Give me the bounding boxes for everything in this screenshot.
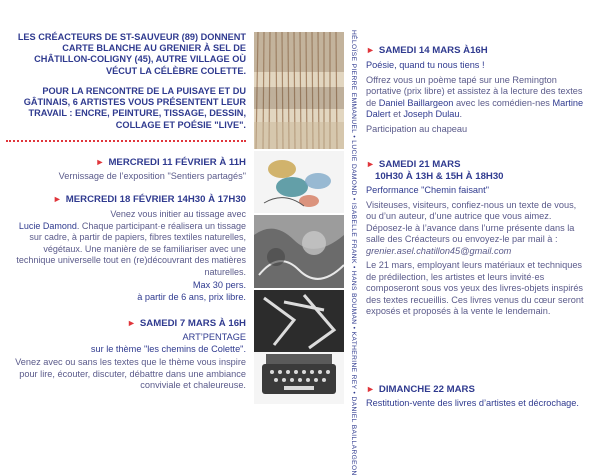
event-21-mars xyxy=(366,158,588,318)
event-22-mars xyxy=(366,383,588,410)
weaving-artwork-image xyxy=(254,32,344,149)
event-heading: ► MERCREDI 18 FÉVRIER 14H30 À 17H30 xyxy=(52,194,246,205)
ink-drawing-image xyxy=(254,215,344,288)
triangle-right-icon: ► xyxy=(366,384,375,394)
event-text: Visiteuses, visiteurs, confiez-nous un texte de vous, ou d’un auteur, d’une autrice que vous aimez. Déposez-le à l’avance dans l’urne présente dans la salle des Créacteurs ou envoyez-le par mail à : xyxy=(366,199,577,244)
event-heading: ► MERCREDI 11 FÉVRIER À 11H xyxy=(95,157,246,168)
dotted-divider xyxy=(6,140,246,142)
intro-paragraph-1: LES CRÉACTEURS DE ST-SAUVEUR (89) DONNENT CARTE BLANCHE AU GRENIER À SEL DE CHÂTILLON-COLIGNY (45), AUTRE VILLAGE OÙ VÉCUT LA CÉLÈBRE COLETTE. xyxy=(17,32,246,76)
event-11-fevrier xyxy=(20,156,246,183)
event-hours: 10H30 À 13H & 15H À 18H30 xyxy=(375,171,504,182)
event-text-2: Le 21 mars, employant leurs matériaux et techniques de prédilection, les artistes et leurs invité·es composeront sous vos yeux des livres-objets inspirés des textes recueillis. Ces livres venus du cœur seront exposés et proposés à la vente le lendemain. xyxy=(366,260,584,316)
triangle-right-icon: ► xyxy=(366,159,375,169)
event-subtitle: Poésie, quand tu nous tiens ! xyxy=(366,60,485,70)
event-7-mars xyxy=(6,317,246,392)
event-heading: ► DIMANCHE 22 MARS xyxy=(366,384,475,395)
event-heading: ► SAMEDI 21 MARS xyxy=(366,159,461,170)
event-capacity: Max 30 pers. xyxy=(192,280,246,290)
event-text: Vernissage de l’exposition "Sentiers partagés" xyxy=(58,171,246,181)
artist-name: Lucie Damond xyxy=(18,220,77,231)
artist-credits-vertical: HÉLOÏSE PIERRE EMMANUEL • LUCIE DAMOND • ISABELLE FRANK • HANS BOUMAN • KATHERINE REY • DANIEL BAILLARGEON xyxy=(350,30,357,476)
fish-collage-image xyxy=(254,151,344,213)
event-text: Venez avec ou sans les textes que le thème vous inspire pour lire, écouter, discuter, débattre dans une ambiance conviviale et chaleureuse. xyxy=(15,357,246,390)
artist-name: Daniel Baillargeon xyxy=(378,97,454,108)
intro-paragraph-2: POUR LA RENCONTRE DE LA PUISAYE ET DU GÂTINAIS, 6 ARTISTES VOUS PRÉSENTENT LEUR TRAVAIL : ENCRE, PEINTURE, TISSAGE, DESSIN, COLLAGE ET POÉSIE "LIVE". xyxy=(23,86,246,130)
event-text: Venez vous initier au tissage avec Lucie Damond. Chaque participant·e réalisera un tissage sur cadre, à partir de papiers, fibres textiles naturelles, végétaux. Une manière de se familiariser avec une technique universelle tout en (re)découvrant des matières naturelles. xyxy=(16,209,246,277)
triangle-right-icon: ► xyxy=(366,45,375,55)
event-price: à partir de 6 ans, prix libre. xyxy=(137,291,246,302)
event-text: Offrez vous un poème tapé sur une Remington portative (prix libre) et assistez à la lecture des textes de Daniel Baillargeon avec les comédien-nes Martine Dalert et Joseph Dulau. xyxy=(366,74,584,119)
artist-name: Martine Dalert xyxy=(366,97,584,119)
triangle-right-icon: ► xyxy=(52,194,62,204)
triangle-right-icon: ► xyxy=(95,157,105,167)
event-fee: Participation au chapeau xyxy=(366,123,468,134)
event-heading: ► SAMEDI 7 MARS À 16H xyxy=(126,318,246,329)
event-text: Restitution-vente des livres d’artistes et décrochage. xyxy=(366,398,579,408)
event-theme: sur le thème "les chemins de Colette". xyxy=(90,343,246,354)
event-18-fevrier xyxy=(6,193,246,303)
contact-email[interactable]: grenier.asel.chatillon45@gmail.com xyxy=(366,245,512,256)
artwork-images xyxy=(254,32,344,404)
event-subtitle: Performance "Chemin faisant" xyxy=(366,185,489,195)
event-subtitle: ART’PENTAGE xyxy=(182,332,246,342)
artist-name: Joseph Dulau xyxy=(403,109,460,119)
event-heading: ► SAMEDI 14 MARS À16H xyxy=(366,45,488,56)
triangle-right-icon: ► xyxy=(126,318,136,328)
event-14-mars xyxy=(366,44,588,135)
typewriter-image xyxy=(254,290,344,404)
